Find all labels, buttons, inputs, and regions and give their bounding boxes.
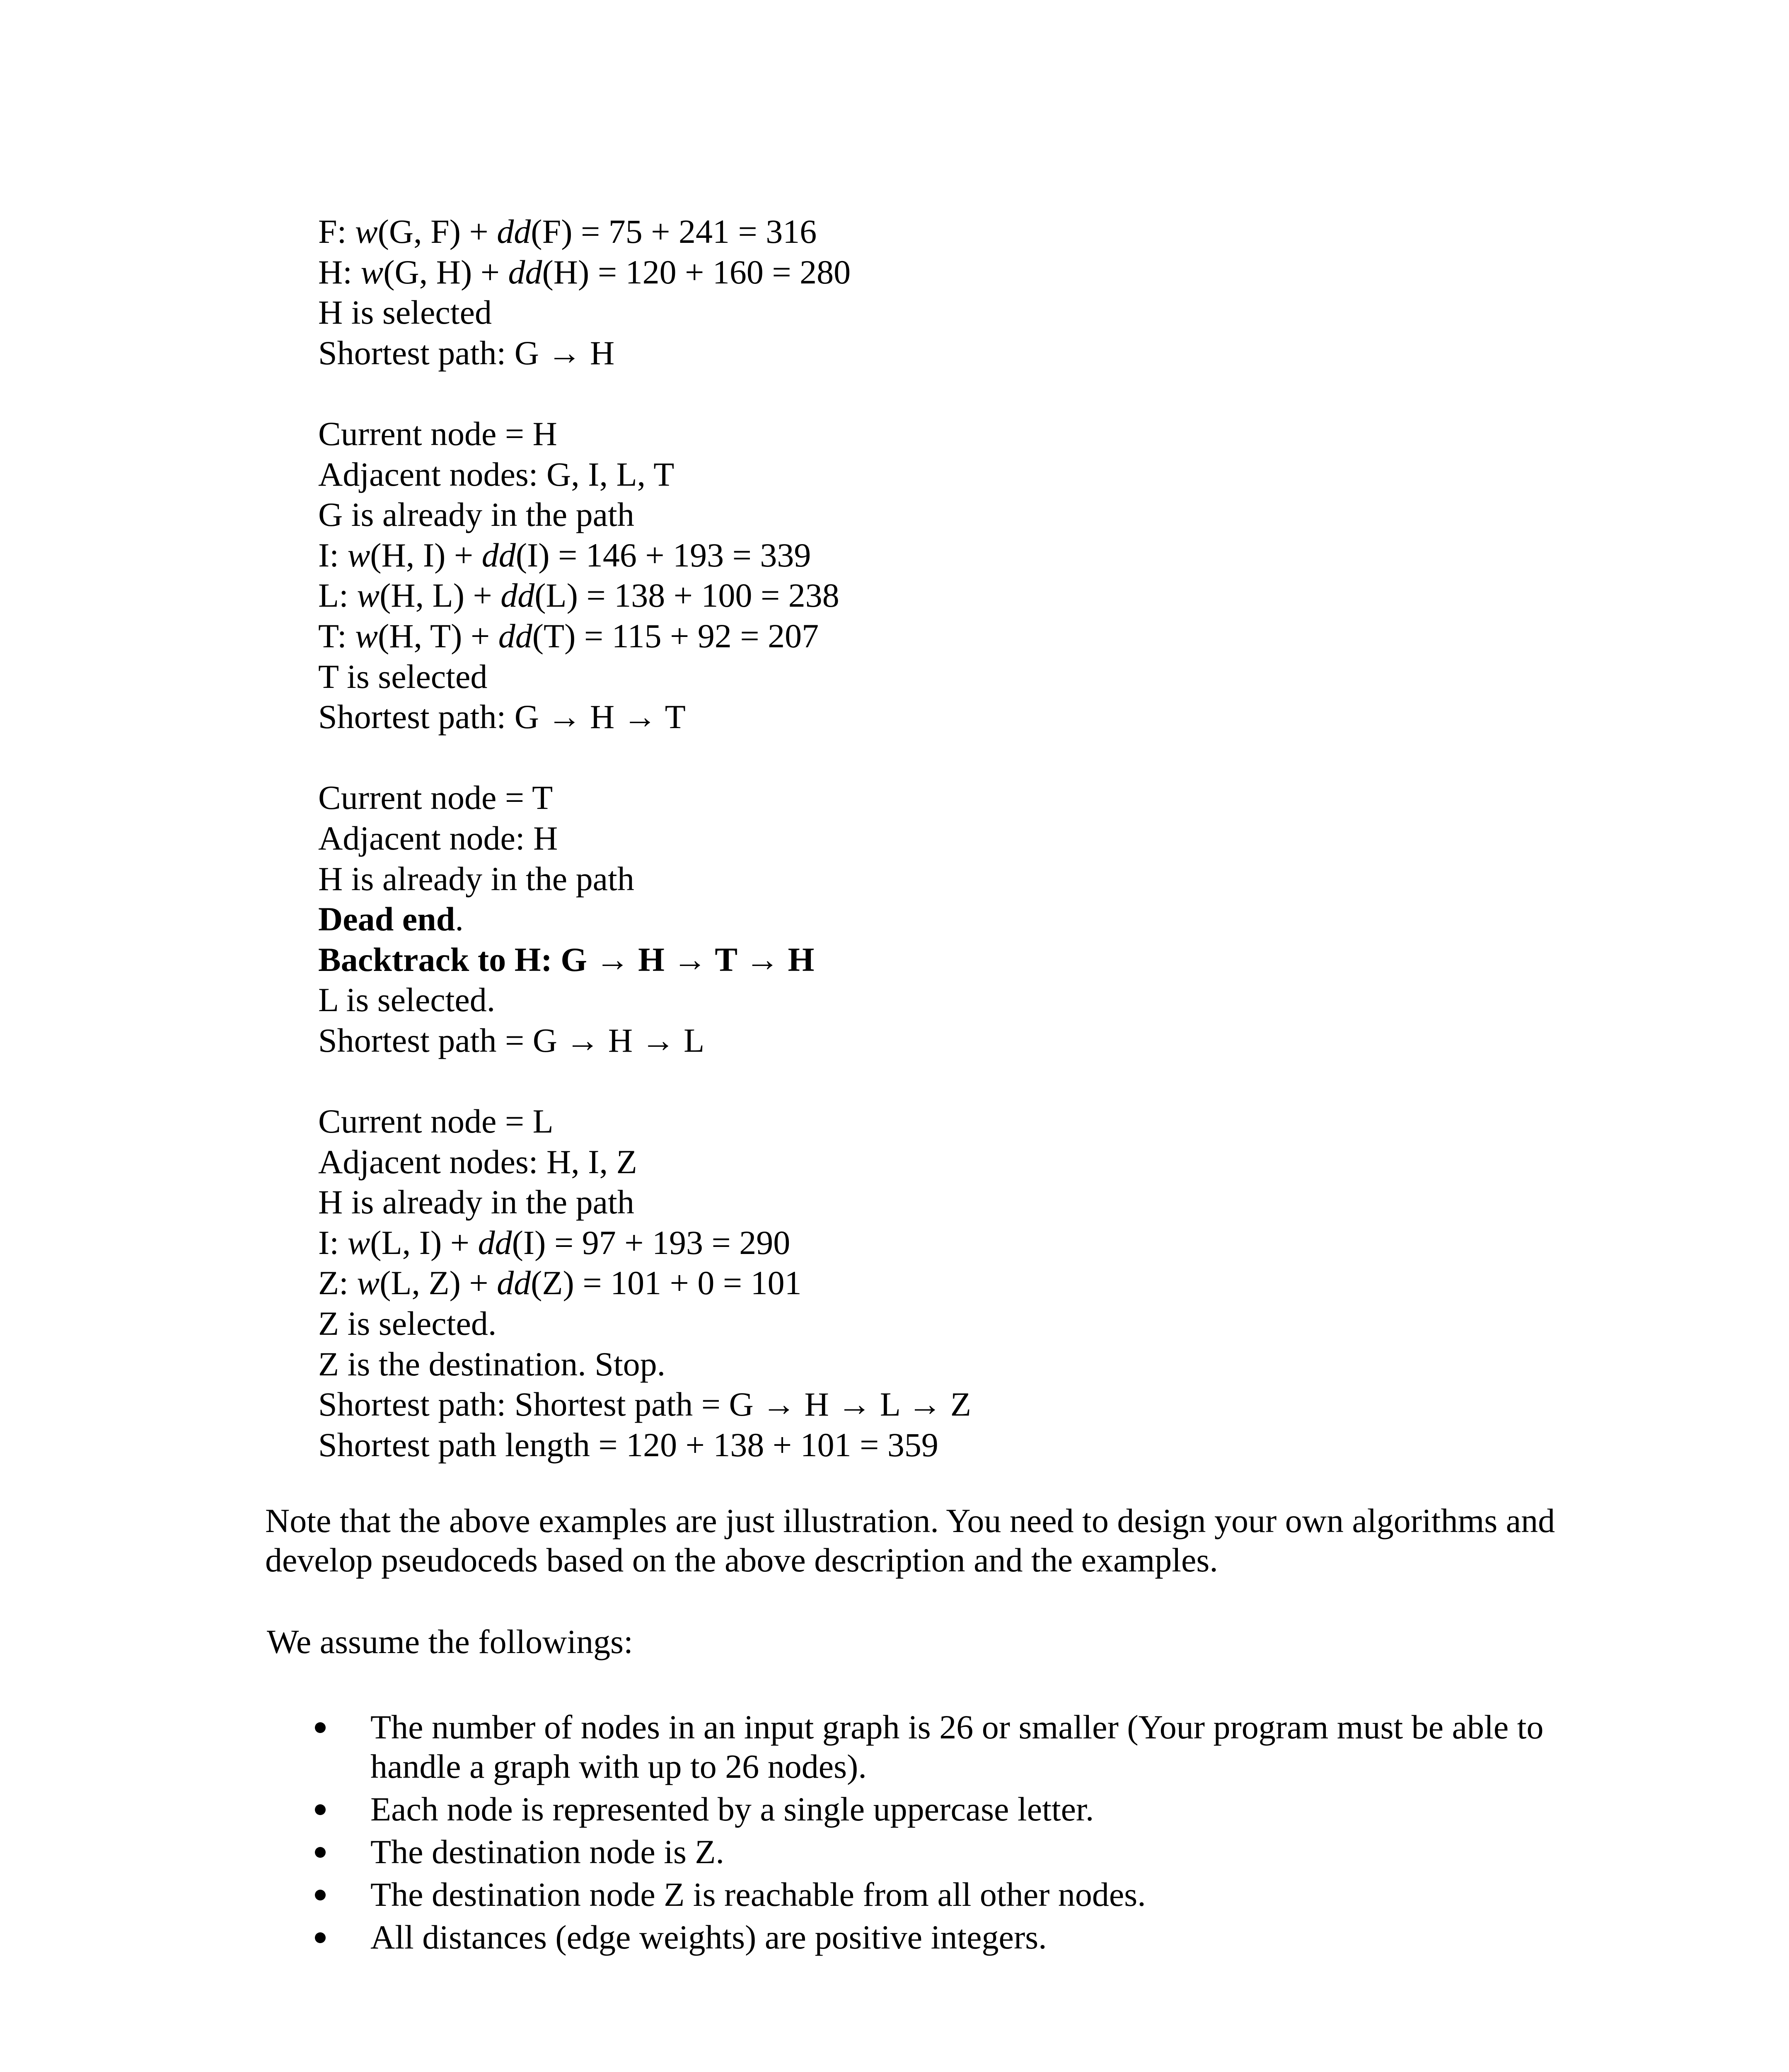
current-node-line: Current node = T [318,779,553,817]
assumptions-heading: We assume the followings: [267,1623,633,1661]
already-in-path-line: H is already in the path [318,859,634,898]
adjacent-nodes-line: Adjacent node: H [318,819,558,857]
selected-line: H is selected [318,293,492,332]
assumptions-list [315,1707,1599,1960]
bullet-icon [315,1722,326,1733]
note-paragraph: Note that the above examples are just illustration. You need to design your own algorithms and develop pseudoceds based on the above description and the examples. [265,1502,1555,1579]
destination-line: Z is the destination. Stop. [318,1345,666,1383]
current-node-line: Current node = L [318,1102,554,1140]
shortest-path-line: Shortest path = G → H → L [318,1021,705,1059]
shortest-path-line: Shortest path: G → H → T [318,698,686,736]
bullet-icon [315,1932,326,1943]
current-node-line: Current node = H [318,414,557,453]
list-item: Each node is represented by a single uppercase letter. [315,1789,1599,1829]
calc-line-h: H: w(G, H) + dd(H) = 120 + 160 = 280 [318,253,851,291]
algorithm-trace [318,211,1561,1465]
dead-end-line: Dead end. [318,900,464,938]
list-item: All distances (edge weights) are positive integers. [315,1917,1599,1957]
already-in-path-line: H is already in the path [318,1183,634,1221]
calc-line-z: Z: w(L, Z) + dd(Z) = 101 + 0 = 101 [318,1264,802,1302]
shortest-path-length-line: Shortest path length = 120 + 138 + 101 = 359 [318,1426,938,1464]
bullet-icon [315,1890,326,1900]
selected-line: L is selected. [318,981,496,1019]
selected-line: Z is selected. [318,1305,497,1343]
selected-line: T is selected [318,657,488,695]
bullet-icon [315,1804,326,1815]
calc-line-l: L: w(H, L) + dd(L) = 138 + 100 = 238 [318,576,839,615]
list-item: The destination node is Z. [315,1832,1599,1871]
shortest-path-line: Shortest path: G → H [318,334,615,372]
calc-line-f: F: w(G, F) + dd(F) = 75 + 241 = 316 [318,213,817,250]
list-item: The destination node Z is reachable from all other nodes. [315,1875,1599,1914]
bullet-icon [315,1847,326,1858]
calc-line-t: T: w(H, T) + dd(T) = 115 + 92 = 207 [318,617,819,655]
backtrack-line: Backtrack to H: G → H → T → H [318,940,815,978]
calc-line-i: I: w(L, I) + dd(I) = 97 + 193 = 290 [318,1223,791,1261]
list-item: The number of nodes in an input graph is 26 or smaller (Your program must be able to handle a graph with up to 26 nodes). [315,1707,1599,1786]
calc-line-i: I: w(H, I) + dd(I) = 146 + 193 = 339 [318,536,811,574]
already-in-path-line: G is already in the path [318,496,634,534]
adjacent-nodes-line: Adjacent nodes: G, I, L, T [318,455,675,493]
adjacent-nodes-line: Adjacent nodes: H, I, Z [318,1143,637,1181]
shortest-path-line: Shortest path: Shortest path = G → H → L → Z [318,1385,972,1423]
